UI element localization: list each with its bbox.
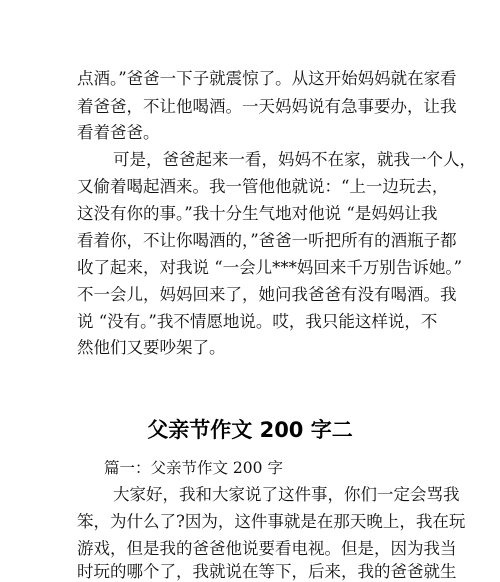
text-line: 不一会儿，妈妈回来了，她问我爸爸有没有喝酒。我 xyxy=(77,285,457,304)
text-line: 看着你，不让你喝酒的，”爸爸一听把所有的酒瓶子都 xyxy=(77,231,457,250)
text-line: 点酒。”爸爸一下子就震惊了。从这开始妈妈就在家看 xyxy=(77,69,457,88)
text-line: 时玩的哪个了，我就说在等下，后来，我的爸爸就生 xyxy=(77,562,457,581)
subheading: 篇一：父亲节作文 200 字 xyxy=(104,459,283,477)
text-line: 然他们又要吵架了。 xyxy=(77,338,226,357)
text-line: 笨，为什么了?因为，这件事就是在那天晚上，我在玩 xyxy=(77,512,466,531)
text-line: 游戏，但是我的爸爸他说要看电视。但是，因为我当 xyxy=(77,539,457,558)
text-line: 收了起来，对我说 “一会儿***妈回来千万别告诉她。” xyxy=(77,258,463,277)
text-line: 说 “没有。”我不情愿地说。哎，我只能这样说，不 xyxy=(77,312,438,331)
text-line: 又偷着喝起酒来。我一管他他就说：“上一边玩去， xyxy=(77,177,449,196)
section-title: 父亲节作文 200 字二 xyxy=(147,418,353,442)
text-line: 这没有你的事。”我十分生气地对他说 “是妈妈让我 xyxy=(77,204,438,223)
text-line: 可是，爸爸起来一看，妈妈不在家，就我一个人， xyxy=(113,150,476,169)
text-line: 大家好，我和大家说了这件事，你们一定会骂我 xyxy=(113,485,460,504)
text-line: 看着爸爸。 xyxy=(77,123,160,142)
text-line: 着爸爸，不让他喝酒。一天妈妈说有急事要办，让我 xyxy=(77,97,457,116)
